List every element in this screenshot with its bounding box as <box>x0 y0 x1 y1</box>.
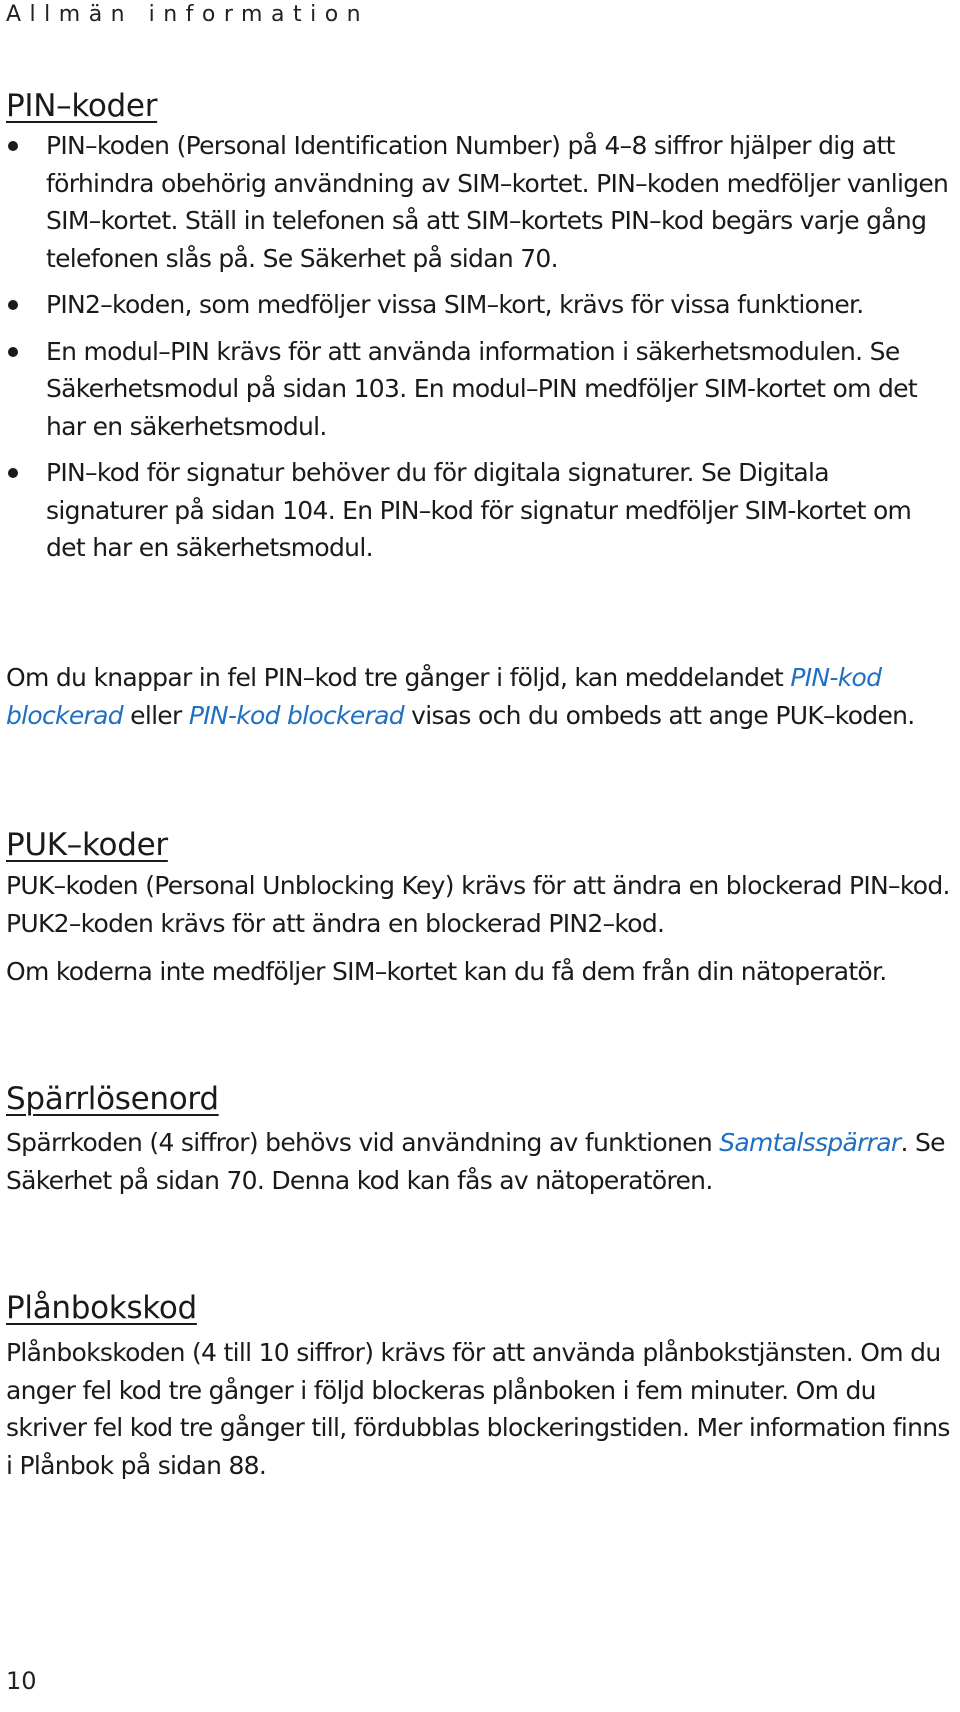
barring-text-start: Spärrkoden (4 siffror) behövs vid användning av funktionen <box>6 1128 720 1157</box>
puk-paragraph-2: Om koderna inte medföljer SIM–kortet kan du få dem från din nätoperatör. <box>6 957 887 986</box>
running-header: Allmän information <box>6 2 370 27</box>
section-title-barring-password: Spärrlösenord <box>6 1081 219 1117</box>
list-item-text: PIN–koden (Personal Identification Number) på 4–8 siffror hjälper dig att förhindra obehörig användning av SIM–kortet. PIN–koden medföljer vanligen SIM–kortet. Ställ in telefonen så att SIM–kortets PIN–kod begärs varje gång telefonen slås på. Se Säkerhet på sidan 70. <box>46 131 949 273</box>
list-item-text: PIN2–koden, som medföljer vissa SIM–kort, krävs för vissa funktioner. <box>46 290 864 319</box>
list-item <box>6 333 954 446</box>
wallet-paragraph: Plånbokskoden (4 till 10 siffror) krävs för att använda plånbokstjänsten. Om du anger fel kod tre gånger i följd blockeras plånboken i fem minuter. Om du skriver fel kod tre gånger till, fördubblas blockeringstiden. Mer information finns i Plånbok på sidan 88. <box>6 1338 950 1480</box>
pin-code-list <box>6 127 954 576</box>
pin-blocked-text-end: visas och du ombeds att ange PUK–koden. <box>403 700 915 730</box>
section-title-puk-codes: PUK–koder <box>6 827 168 863</box>
bullet-icon <box>8 347 18 357</box>
call-barring-link[interactable]: Samtalsspärrar <box>719 1128 901 1157</box>
section-title-pin-codes: PIN–koder <box>6 88 158 124</box>
barring-text-end: . Se Säkerhet på sidan 70. Denna kod kan fås av nätoperatören. <box>6 1128 945 1195</box>
list-item-text: PIN–kod för signatur behöver du för digitala signaturer. Se Digitala signaturer på sidan 104. En PIN–kod för signatur medföljer SIM-kortet om det har en säkerhetsmodul. <box>46 458 912 562</box>
pin-blocked-link[interactable]: PIN-kod blockerad <box>6 663 882 730</box>
puk-paragraph-1: PUK–koden (Personal Unblocking Key) krävs för att ändra en blockerad PIN–kod. PUK2–koden krävs för att ändra en blockerad PIN2–kod. <box>6 871 950 938</box>
list-item <box>6 286 954 324</box>
pin-blocked-text-middle: eller <box>122 700 189 730</box>
list-item-text: En modul–PIN krävs för att använda information i säkerhetsmodulen. Se Säkerhetsmodul på sidan 103. En modul–PIN medföljer SIM-kortet om det har en säkerhetsmodul. <box>46 336 917 441</box>
bullet-icon <box>8 468 18 478</box>
list-item <box>6 454 954 567</box>
page-number: 10 <box>6 1667 37 1695</box>
list-item <box>6 127 954 277</box>
bullet-icon <box>8 300 18 310</box>
pin-blocked-link-2[interactable]: PIN-kod blockerad <box>188 700 404 730</box>
barring-paragraph <box>6 1124 954 1199</box>
section-title-wallet-code: Plånbokskod <box>6 1290 197 1326</box>
pin-blocked-text-start: Om du knappar in fel PIN–kod tre gånger i följd, kan meddelandet <box>6 663 791 692</box>
pin-blocked-paragraph <box>6 659 954 734</box>
bullet-icon <box>8 141 18 151</box>
